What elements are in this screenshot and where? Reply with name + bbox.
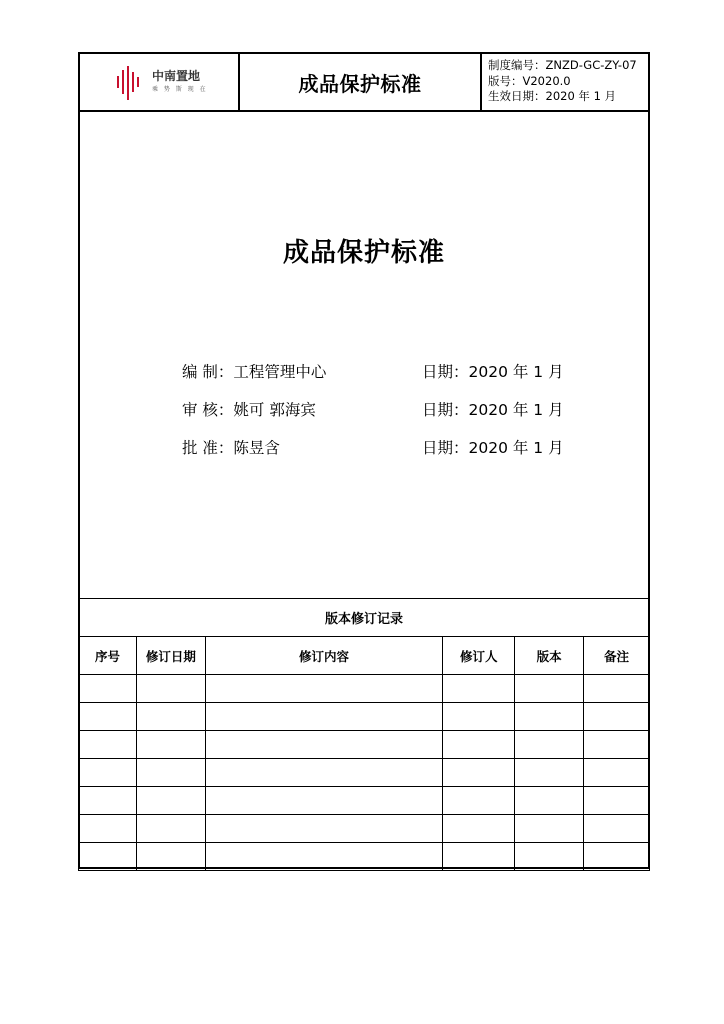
column-header: 修订日期 (136, 637, 205, 675)
table-cell (136, 675, 205, 703)
table-cell (584, 731, 650, 759)
table-cell (584, 759, 650, 787)
logo-bars-icon (116, 66, 146, 100)
signature-role: 编 制：工程管理中心 (182, 363, 327, 381)
column-header: 修订内容 (205, 637, 443, 675)
table-cell (136, 759, 205, 787)
signature-role: 批 准：陈昱含 (182, 439, 280, 457)
signature-date: 日期：2020 年 1 月 (422, 439, 564, 457)
table-row (79, 759, 650, 787)
table-cell (443, 759, 515, 787)
header-title-cell (240, 54, 482, 110)
table-cell (79, 843, 137, 871)
table-row (79, 815, 650, 843)
table-cell (443, 703, 515, 731)
table-cell (515, 759, 584, 787)
table-cell (79, 675, 137, 703)
table-cell (584, 843, 650, 871)
table-row (79, 675, 650, 703)
signature-role: 审 核：姚可 郭海宾 (182, 401, 316, 419)
column-header: 序号 (79, 637, 137, 675)
document-frame (78, 52, 650, 869)
table-cell (79, 787, 137, 815)
effective-date: 生效日期：2020 年 1 月 (488, 89, 617, 103)
table-cell (443, 787, 515, 815)
table-cell (515, 675, 584, 703)
table-cell (79, 703, 137, 731)
company-logo (116, 66, 216, 100)
logo-name: 中南置地 (152, 69, 201, 83)
table-cell (205, 731, 443, 759)
revision-table (78, 636, 650, 871)
table-row (79, 843, 650, 871)
table-row (79, 731, 650, 759)
table-row (79, 703, 650, 731)
logo-cell (80, 54, 240, 110)
table-cell (584, 703, 650, 731)
table-cell (443, 843, 515, 871)
table-cell (136, 787, 205, 815)
table-header-row (79, 637, 650, 675)
table-cell (205, 815, 443, 843)
column-header: 版本 (515, 637, 584, 675)
header-meta (482, 54, 648, 110)
table-cell (443, 815, 515, 843)
document-version: 版号：V2020.0 (488, 73, 571, 88)
table-cell (205, 843, 443, 871)
logo-slogan: 乘 势 斯 现 在 (152, 86, 208, 93)
table-cell (443, 675, 515, 703)
table-cell (515, 815, 584, 843)
revision-title: 版本修订记录 (80, 598, 648, 636)
table-cell (515, 703, 584, 731)
table-cell (205, 787, 443, 815)
table-cell (79, 731, 137, 759)
document-header (80, 54, 648, 112)
table-cell (584, 675, 650, 703)
table-cell (515, 787, 584, 815)
table-cell (136, 703, 205, 731)
table-cell (205, 675, 443, 703)
table-cell (205, 759, 443, 787)
table-cell (205, 703, 443, 731)
signature-date: 日期：2020 年 1 月 (422, 401, 564, 419)
table-cell (136, 731, 205, 759)
table-cell (584, 815, 650, 843)
table-cell (79, 759, 137, 787)
document-code: 制度编号：ZNZD-GC-ZY-07 (488, 58, 637, 72)
main-title: 成品保护标准 (282, 238, 445, 268)
column-header: 备注 (584, 637, 650, 675)
table-cell (136, 843, 205, 871)
table-cell (136, 815, 205, 843)
table-cell (79, 815, 137, 843)
table-cell (443, 731, 515, 759)
table-cell (515, 731, 584, 759)
signature-date: 日期：2020 年 1 月 (422, 363, 564, 381)
column-header: 修订人 (443, 637, 515, 675)
table-row (79, 787, 650, 815)
table-cell (584, 787, 650, 815)
table-cell (515, 843, 584, 871)
header-title: 成品保护标准 (298, 71, 422, 96)
